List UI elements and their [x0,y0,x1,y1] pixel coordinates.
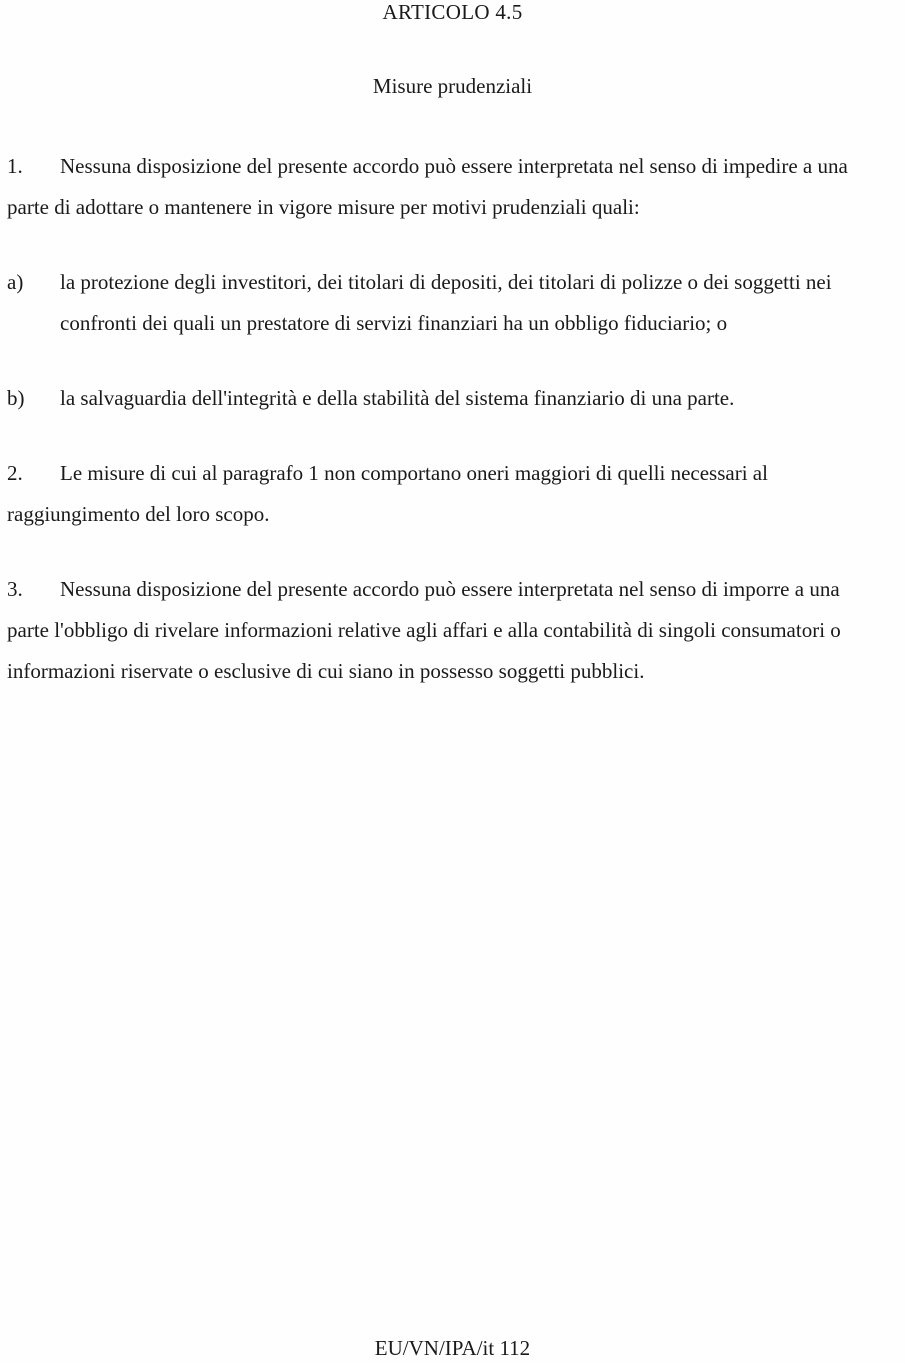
paragraph-line [7,453,898,494]
paragraph-3 [7,569,898,692]
paragraph-line: parte l'obbligo di rivelare informazioni relative agli affari e alla contabilità di singoli consumatori o [7,618,841,642]
paragraph-2 [7,453,898,535]
paragraph-line: raggiungimento del loro scopo. [7,502,270,526]
paragraph-text: Nessuna disposizione del presente accordo può essere interpretata nel senso di impedire a una [60,154,848,178]
article-title: ARTICOLO 4.5 [382,0,523,24]
paragraph-line: confronti dei quali un prestatore di servizi finanziari ha un obbligo fiduciario; o [60,311,728,335]
paragraph-line [7,378,898,419]
paragraph-line: parte di adottare o mantenere in vigore misure per motivi prudenziali quali: [7,195,640,219]
paragraph-label: 3. [7,577,23,601]
paragraph-line [7,569,898,610]
paragraph-text: la protezione degli investitori, dei titolari di depositi, dei titolari di polizze o dei soggetti nei [60,270,832,294]
paragraph-line [7,146,898,187]
paragraph-text: Nessuna disposizione del presente accordo può essere interpretata nel senso di imporre a una [60,577,840,601]
paragraph-text: Le misure di cui al paragrafo 1 non comportano oneri maggiori di quelli necessari al [60,461,768,485]
paragraph-line [7,262,898,303]
article-subtitle: Misure prudenziali [372,74,533,98]
list-item-a [7,262,898,344]
paragraph-label: b) [7,386,25,410]
paragraph-line: informazioni riservate o esclusive di cui siano in possesso soggetti pubblici. [7,659,645,683]
article-body [7,146,898,692]
paragraph-label: a) [7,270,24,294]
footer-page-reference: EU/VN/IPA/it 112 [374,1336,531,1360]
paragraph-1 [7,146,898,228]
list-item-b [7,378,898,419]
paragraph-label: 1. [7,154,23,178]
paragraph-text: la salvaguardia dell'integrità e della stabilità del sistema finanziario di una parte. [60,386,735,410]
paragraph-label: 2. [7,461,23,485]
